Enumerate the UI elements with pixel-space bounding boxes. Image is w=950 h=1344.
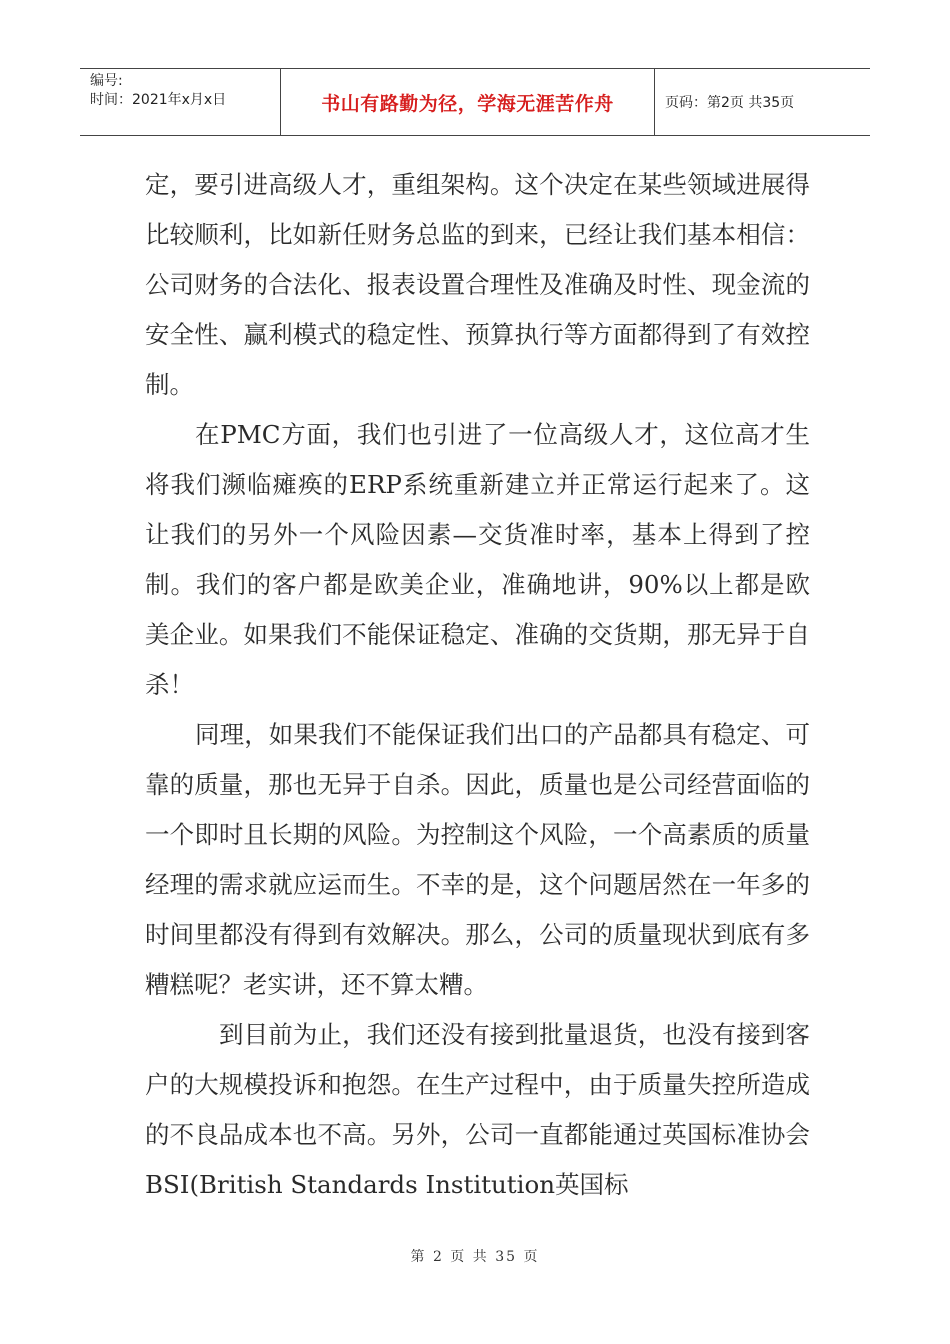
page-footer: 第 2 页 共 35 页 <box>410 1249 540 1265</box>
document-header <box>80 68 870 136</box>
document-time-label: 时间：2021年x月x日 <box>90 92 227 108</box>
document-body <box>145 160 810 1210</box>
document-number-label: 编号: <box>90 73 123 89</box>
header-page-info: 页码：第2页 共35页 <box>665 95 795 111</box>
body-paragraph: 在PMC方面，我们也引进了一位高级人才，这位高才生将我们濒临瘫痪的ERP系统重新建立并正常运行起来了。这让我们的另外一个风险因素—交货准时率，基本上得到了控制。我们的客户都是欧美企业，准确地讲，90%以上都是欧美企业。如果我们不能保证稳定、准确的交货期，那无异于自杀！ <box>145 420 810 699</box>
body-paragraph: 到目前为止，我们还没有接到批量退货，也没有接到客户的大规模投诉和抱怨。在生产过程中，由于质量失控所造成的不良品成本也不高。另外，公司一直都能通过英国标准协会BSI(British Standards Institution英国标 <box>145 1020 810 1199</box>
body-paragraph: 同理，如果我们不能保证我们出口的产品都具有稳定、可靠的质量，那也无异于自杀。因此，质量也是公司经营面临的一个即时且长期的风险。为控制这个风险，一个高素质的质量经理的需求就应运而生。不幸的是，这个问题居然在一年多的时间里都没有得到有效解决。那么，公司的质量现状到底有多糟糕呢？老实讲，还不算太糟。 <box>145 720 810 999</box>
body-paragraph: 定，要引进高级人才，重组架构。这个决定在某些领域进展得比较顺利，比如新任财务总监的到来，已经让我们基本相信：公司财务的合法化、报表设置合理性及准确及时性、现金流的安全性、赢利模式的稳定性、预算执行等方面都得到了有效控制。 <box>145 170 810 399</box>
header-motto: 书山有路勤为径，学海无涯苦作舟 <box>281 69 655 135</box>
header-meta-cell <box>80 69 281 135</box>
